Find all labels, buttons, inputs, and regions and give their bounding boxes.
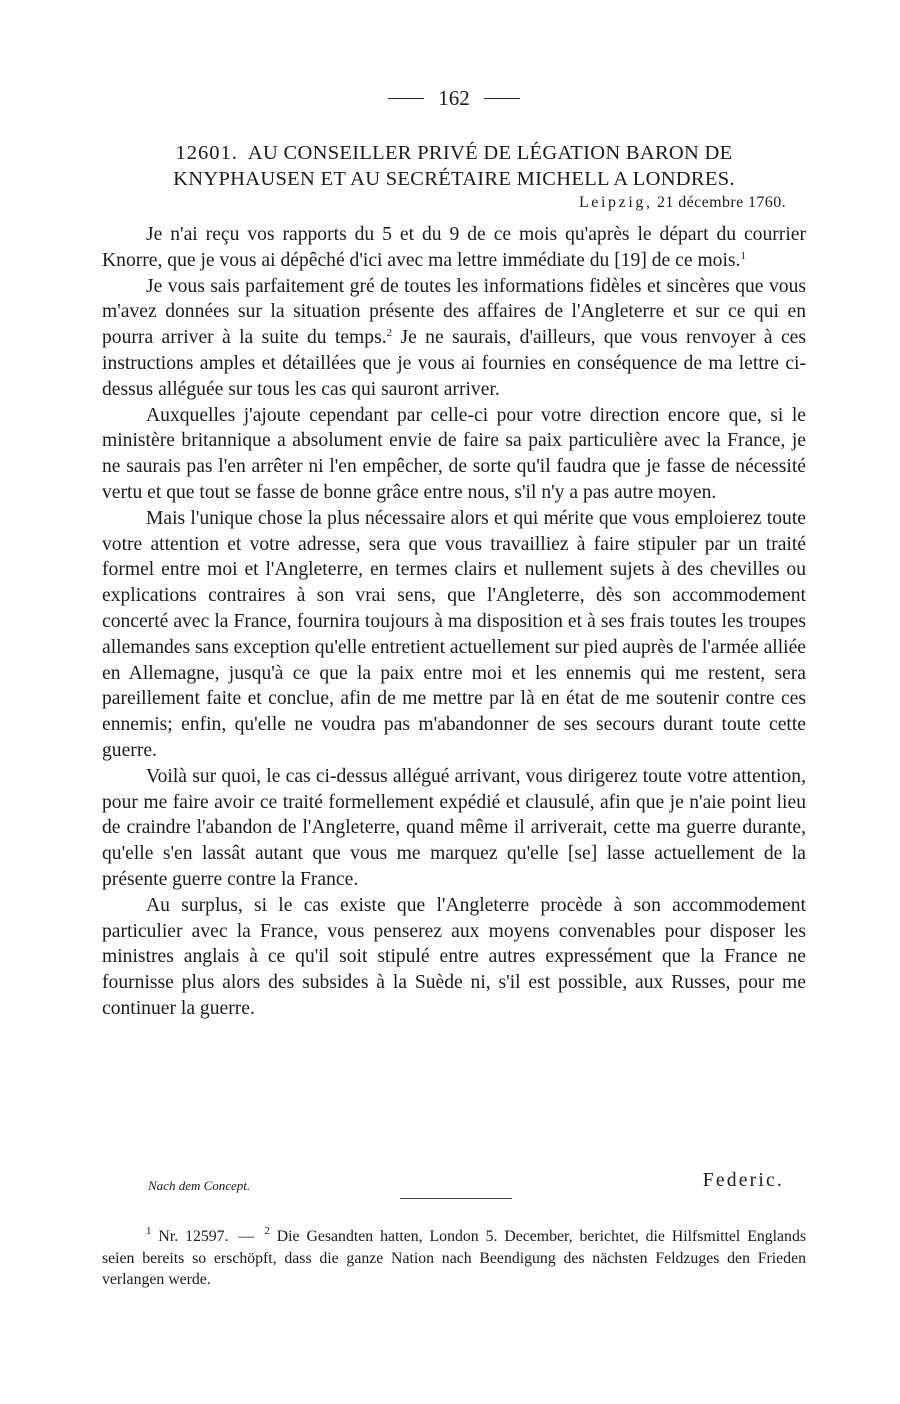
footnote-2-mark: 2 [264, 1225, 270, 1237]
page-number: 162 [438, 86, 470, 110]
header-dash-right [484, 98, 520, 99]
dateline-place: Leipzig, [578, 194, 653, 211]
paragraph-2-text: Je vous sais parfaitement gré de toutes les informations fidèles et sincères que vous m'avez données sur la situation présente des affaires de l'Angleterre et sur ce qui en pourra arriver à la suite du temps. [102, 275, 806, 349]
dateline [579, 194, 786, 212]
footnote-1-text: Nr. 12597. [158, 1228, 229, 1245]
footnote-ref-1: 1 [740, 249, 746, 262]
footnote-1-mark: 1 [146, 1225, 152, 1237]
footnotes [102, 1226, 806, 1291]
paragraph-1-text: Je n'ai reçu vos rapports du 5 et du 9 de ce mois qu'après le départ du courrier Knorre, que je vous ai dépêché d'ici avec ma lettre immédiate du [19] de ce mois. [102, 224, 806, 271]
footnote-separator: — [238, 1228, 255, 1245]
paragraph-1 [102, 222, 806, 274]
source-note: Nach dem Concept. [148, 1178, 251, 1193]
paragraph-6: Au surplus, si le cas existe que l'Angleterre procède à son accommodement particulier avec la France, vous penserez aux moyens convenables pour disposer les ministres anglais à ce qu'il soit stipulé entre autres expressément que la France ne fournisse plus alors des subsides à la Suède ni, s'il est possible, aux Russes, pour me continuer la guerre. [102, 894, 806, 1019]
title-line-1 [102, 140, 806, 166]
paragraph-3: Auxquelles j'ajoute cependant par celle-ci pour votre direction encore que, si le ministère britannique a absolument envie de faire sa paix particulière avec la France, je ne saurais pas l'en arrêter ni l'en empêcher, de sorte qu'il faudra que je fasse de nécessité vertu et que tout se fasse de bonne grâce entre nous, s'il n'y a pas autre moyen. [102, 404, 806, 503]
paragraph-5: Voilà sur quoi, le cas ci-dessus allégué arrivant, vous dirigerez toute votre attention, pour me faire avoir ce traité formellement expédié et clausulé, afin que je n'aie point lieu de craindre l'abandon de l'Angleterre, quand même il arriverait, cette ma guerre durante, qu'elle s'en lassât autant que vous me marquez qu'elle [se] lasse actuellement de la présente guerre contre la France. [102, 765, 806, 890]
footnote-block [102, 1226, 806, 1291]
paragraph-2 [102, 274, 806, 403]
footnote-ref-2: 2 [386, 327, 393, 340]
footnote-2-text: Die Gesandten hatten, London 5. December, berichtet, die Hilfsmittel Englands seien bereits so erschöpft, dass die ganze Nation nach Beendigung des nächsten Feldzuges den Frieden verlangen werde. [102, 1228, 806, 1288]
paragraph-4: Mais l'unique chose la plus nécessaire alors et qui mérite que vous emploierez toute votre attention et votre adresse, sera que vous travailliez à faire stipuler par un traité formel entre moi et l'Angleterre, en termes clairs et nullement sujets à des chevilles ou explications contraires à son vrai sens, que l'Angleterre, dès son accommodement concerté avec la France, fournira toujours à ma disposition et à ses frais toutes les troupes allemandes sans exception qu'elle entretient actuellement sur pied auprès de l'armée alliée en Allemagne, jusqu'à ce que la paix entre moi et les ennemis qui me restent, sera pareillement faite et conclue, afin de me mettre par là en état de me soutenir contre ces ennemis; enfin, qu'elle ne voudra pas m'abandonner de ses secours durant toute cette guerre. [102, 507, 806, 761]
dateline-date: 21 décembre 1760. [657, 194, 786, 211]
letter-body [102, 222, 806, 1022]
document-title [102, 140, 806, 192]
document-number: 12601. [175, 142, 238, 164]
page-header [102, 86, 806, 111]
title-text-1: AU CONSEILLER PRIVÉ DE LÉGATION BARON DE [247, 142, 733, 164]
footnote-rule [400, 1198, 512, 1199]
signature: Federic. [702, 1170, 784, 1191]
header-dash-left [388, 98, 424, 99]
title-line-2: KNYPHAUSEN ET AU SECRÉTAIRE MICHELL A LONDRES. [173, 168, 735, 190]
paragraph-2-text-cont: Je ne saurais, d'ailleurs, que vous renvoyer à ces instructions amples et détaillées que je vous ai fournies en conséquence de ma lettre ci-dessus alléguée sur tous les cas qui sauront arriver. [102, 327, 806, 400]
